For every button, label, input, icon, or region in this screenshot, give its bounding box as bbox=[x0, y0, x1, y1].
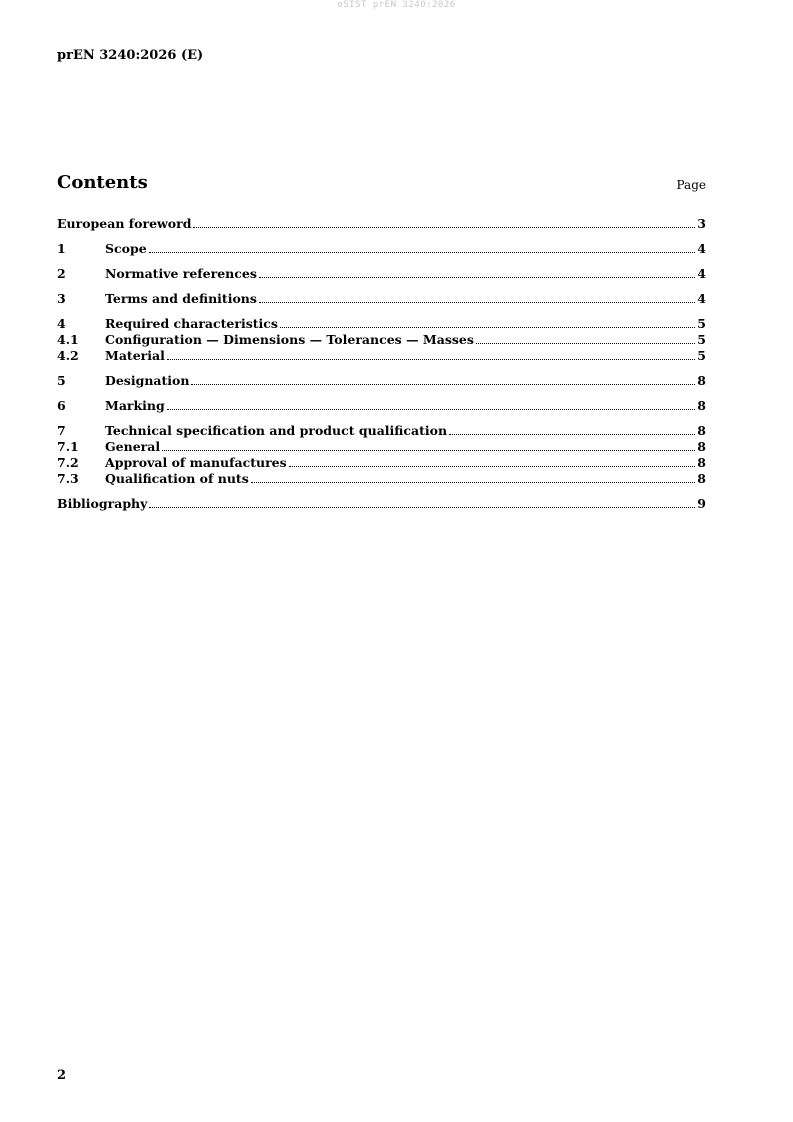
toc-entry[interactable] bbox=[57, 423, 706, 439]
toc-entry-number: 6 bbox=[57, 398, 66, 413]
toc-entry-number: 2 bbox=[57, 266, 66, 281]
toc-entry[interactable] bbox=[57, 471, 706, 487]
toc-entry-page: 5 bbox=[697, 348, 706, 363]
toc-entry-page: 5 bbox=[697, 316, 706, 331]
toc-entry[interactable] bbox=[57, 496, 706, 512]
toc-entry-number: 7.3 bbox=[57, 471, 79, 486]
toc-entry[interactable] bbox=[57, 455, 706, 471]
toc-entry-title: Designation bbox=[105, 373, 190, 388]
toc-entry-page: 8 bbox=[697, 423, 706, 438]
toc-entry[interactable] bbox=[57, 266, 706, 282]
toc-entry-title: Required characteristics bbox=[105, 316, 278, 331]
toc-entry-title: Normative references bbox=[105, 266, 257, 281]
toc-entry-title: Scope bbox=[105, 241, 147, 256]
toc-entry-title: Material bbox=[105, 348, 165, 363]
toc-dot-leader bbox=[149, 252, 696, 253]
toc-entry-page: 8 bbox=[697, 471, 706, 486]
toc-entry-page: 4 bbox=[697, 266, 706, 281]
toc-entry-title: General bbox=[105, 439, 161, 454]
toc-entry-title: Configuration — Dimensions — Tolerances — Masses bbox=[105, 332, 474, 347]
toc-entry-title: Qualification of nuts bbox=[105, 471, 249, 486]
toc-entry[interactable] bbox=[57, 291, 706, 307]
toc-dot-leader bbox=[449, 434, 695, 435]
toc-entry-title: Marking bbox=[105, 398, 165, 413]
toc-entry-number: 7.1 bbox=[57, 439, 79, 454]
toc-dot-leader bbox=[289, 466, 696, 467]
toc-entry-page: 3 bbox=[697, 216, 706, 231]
toc-entry[interactable] bbox=[57, 398, 706, 414]
toc-dot-leader bbox=[167, 409, 696, 410]
toc-entry[interactable] bbox=[57, 241, 706, 257]
toc-dot-leader bbox=[280, 327, 695, 328]
contents-heading: Contents bbox=[57, 172, 148, 193]
toc-entry-number: 1 bbox=[57, 241, 66, 256]
toc-entry-page: 8 bbox=[697, 455, 706, 470]
toc-entry[interactable] bbox=[57, 373, 706, 389]
toc-entry-number: 4.1 bbox=[57, 332, 79, 347]
document-id: prEN 3240:2026 (E) bbox=[57, 48, 204, 63]
toc-entry-title: European foreword bbox=[57, 216, 192, 231]
toc-entry-number: 4 bbox=[57, 316, 66, 331]
toc-entry-number: 7 bbox=[57, 423, 66, 438]
toc-dot-leader bbox=[259, 277, 695, 278]
toc-entry-page: 9 bbox=[697, 496, 706, 511]
toc-entry-number: 5 bbox=[57, 373, 66, 388]
toc-entry-number: 4.2 bbox=[57, 348, 79, 363]
toc-dot-leader bbox=[476, 343, 695, 344]
toc-entry[interactable] bbox=[57, 332, 706, 348]
toc-entry-title: Terms and definitions bbox=[105, 291, 257, 306]
toc-entry-title: Bibliography bbox=[57, 496, 148, 511]
toc-dot-leader bbox=[167, 359, 695, 360]
toc-entry[interactable] bbox=[57, 439, 706, 455]
page-column-header: Page bbox=[676, 178, 706, 192]
toc-entry-number: 3 bbox=[57, 291, 66, 306]
toc-entry[interactable] bbox=[57, 316, 706, 332]
toc-dot-leader bbox=[149, 507, 695, 508]
toc-dot-leader bbox=[259, 302, 695, 303]
toc-dot-leader bbox=[193, 227, 695, 228]
toc-entry-page: 5 bbox=[697, 332, 706, 347]
toc-entry-page: 8 bbox=[697, 373, 706, 388]
toc-entry-page: 4 bbox=[697, 241, 706, 256]
toc-dot-leader bbox=[191, 384, 695, 385]
watermark: oSIST prEN 3240:2026 bbox=[337, 0, 456, 10]
toc-entry[interactable] bbox=[57, 348, 706, 364]
toc-entry-title: Technical specification and product qualification bbox=[105, 423, 448, 438]
toc-entry[interactable] bbox=[57, 216, 706, 232]
toc-dot-leader bbox=[162, 450, 695, 451]
toc-entry-number: 7.2 bbox=[57, 455, 79, 470]
toc-entry-title: Approval of manufactures bbox=[105, 455, 287, 470]
toc-entry-page: 4 bbox=[697, 291, 706, 306]
toc-dot-leader bbox=[251, 482, 696, 483]
page-number: 2 bbox=[57, 1068, 67, 1083]
toc-entry-page: 8 bbox=[697, 398, 706, 413]
toc-entry-page: 8 bbox=[697, 439, 706, 454]
table-of-contents bbox=[57, 216, 706, 512]
